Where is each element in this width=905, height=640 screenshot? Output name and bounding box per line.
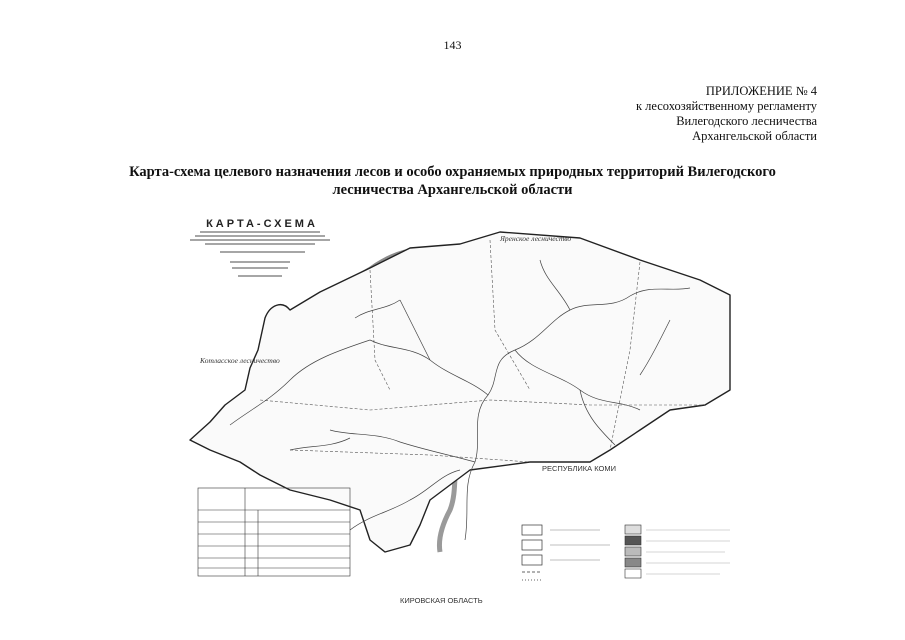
forestry-boundary bbox=[190, 232, 730, 552]
appendix-line-1: ПРИЛОЖЕНИЕ № 4 bbox=[705, 84, 817, 98]
appendix-block bbox=[636, 84, 817, 144]
map-drawing bbox=[170, 200, 750, 620]
map-stamp-title: КАРТА-СХЕМА bbox=[206, 218, 318, 230]
map-label-east: РЕСПУБЛИКА КОМИ bbox=[542, 464, 617, 473]
title-line-1: Карта-схема целевого назначения лесов и особо охраняемых природных территорий Вилегодского bbox=[129, 164, 776, 180]
map-stamp bbox=[182, 204, 342, 230]
appendix-line-4: Архангельской области bbox=[692, 129, 817, 143]
page-number: 143 bbox=[443, 38, 462, 52]
map-stamp-lines bbox=[190, 232, 330, 276]
title-line-2: лесничества Архангельской области bbox=[332, 182, 573, 198]
document-title bbox=[60, 163, 845, 199]
appendix-line-3: Вилегодского лесничества bbox=[676, 114, 817, 128]
map-label-north: Яренское лесничество bbox=[500, 234, 572, 243]
legend-table-left bbox=[198, 488, 350, 576]
map-label-west: Котласское лесничество bbox=[200, 356, 280, 365]
legend-symbols-right bbox=[625, 525, 730, 578]
map-label-south: КИРОВСКАЯ ОБЛАСТЬ bbox=[400, 596, 483, 605]
map-figure bbox=[170, 200, 750, 620]
appendix-line-2: к лесохозяйственному регламенту bbox=[635, 99, 817, 113]
legend-symbols-center bbox=[522, 525, 610, 580]
